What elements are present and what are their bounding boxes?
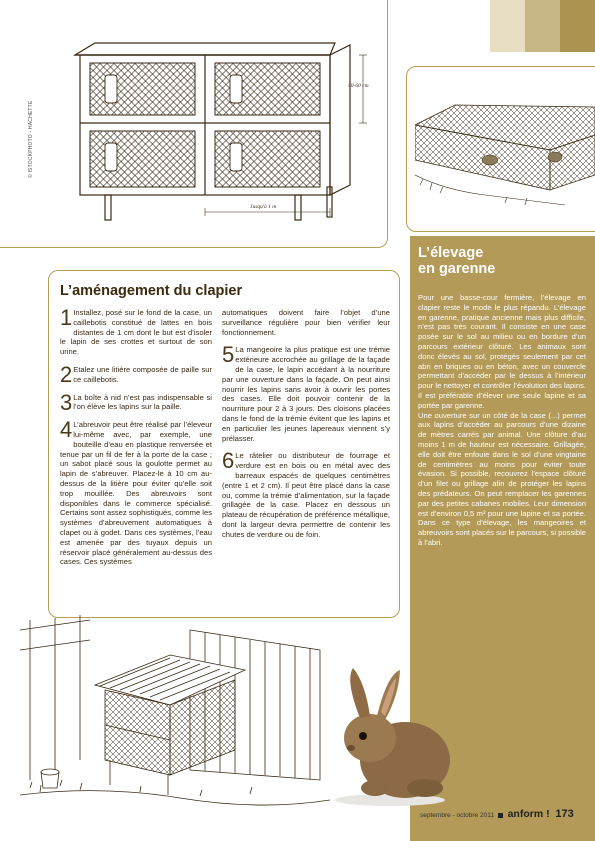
- item-text: Etalez une litière composée de paille sur ce caillebotis.: [73, 364, 212, 384]
- main-column-right: [222, 308, 390, 548]
- width-dimension-label: Jusqu'à 1 m: [250, 204, 277, 210]
- outdoor-hutch-drawing: [20, 610, 330, 810]
- decorative-color-strip: [490, 0, 595, 52]
- sidebar-paragraph: Pour une basse-cour fermière, l’élevage en clapier reste le mode le plus répandu. L’élevage en garenne, pratique ancienne mais plus difficile, n’est pas très courant. Il consiste en une case posée sur le sol au milieu ou en bordure d’un parcours extérieur clôturé. Les animaux sont donc élevés au sol, protégés seulement par cet abri en briques ou en béton, avec un couvercle permettant d’accéder par le dessus à l’intérieur pour le nettoyer et contrôler l’évolution des lapins. Il est préférable d’élever une seule lapine et sa portée par garenne.: [418, 293, 586, 410]
- issue-date: septembre - octobre 2011: [420, 812, 494, 819]
- item-text: La boîte à nid n’est pas indispensable si l’on élève les lapins sur la paille.: [73, 392, 212, 412]
- list-item: [222, 448, 390, 539]
- list-item: [60, 389, 212, 415]
- hutch-drawing: [65, 25, 395, 225]
- sidebar-title: [418, 245, 495, 277]
- item-number: 3: [60, 389, 73, 415]
- height-dimension-label: 50-60 cm: [348, 83, 369, 89]
- list-item: [60, 417, 212, 567]
- sidebar-title-line2: en garenne: [418, 261, 496, 277]
- photo-credit: © ISTOCKPHOTO - HACHETTE: [28, 100, 34, 178]
- sidebar-title-line1: L’élevage: [418, 245, 484, 261]
- list-item: [60, 361, 212, 387]
- list-item: [222, 342, 390, 443]
- article-title: L’aménagement du clapier: [60, 283, 243, 299]
- item-number: 1: [60, 305, 73, 330]
- item-number: 5: [222, 342, 235, 368]
- garenne-drawing: [415, 95, 595, 215]
- item-text: Installez, posé sur le fond de la case, un caillebotis constitué de lattes en bois distantes de 1 cm dont le but est d’isoler le lapin de ses crottes et surtout de son urine.: [60, 308, 212, 357]
- main-column-left: [60, 305, 212, 575]
- magazine-name: anform !: [507, 808, 550, 820]
- sidebar-paragraph: Une ouverture sur un côté de la case (...) permet aux lapins d’accéder au parcours d’une dizaine de mètres carrés par animal. Une clôture d’au moins 1 m de hauteur est nécessaire. Grillagée, elle doit être enfouie dans le sol d’une vingtaine de centimètres au moins pour éviter toute évasion. Si possible, recouvrez l’espace clôturé d’un filet ou grillage afin de protéger les lapins des prédateurs. On peut remplacer les garennes par des petites cabanes mobiles. Leur dimension est d’environ 0,5 m² pour une lapine et sa portée. Dans ce type d’élevage, les mangeoires et abreuvoirs sont placés sur le parcours, si possible à l’abri.: [418, 410, 586, 547]
- list-item-continued: [222, 308, 390, 337]
- list-item: [60, 305, 212, 357]
- item-number: 4: [60, 417, 73, 443]
- item-text: automatiques doivent faire l’objet d’une surveillance régulière pour bien vérifier leur fonctionnement.: [222, 308, 390, 337]
- sidebar-text: [418, 293, 586, 548]
- item-text: La mangeoire la plus pratique est une trémie extérieure accrochée au grillage de la façade de la case, le lapin accédant à la nourriture par une ouverture dans la façade. On peut ainsi nourrir les lapins sans avoir à ouvrir les portes des cases. Elle doit pouvoir contenir de la nourriture pour 2 à 3 jours. Des cloisons placées dans le fond de la trémie évitent que les lapins et en particulier les jeunes lapereaux viennent s’y prélasser.: [222, 345, 390, 443]
- item-number: 2: [60, 361, 73, 387]
- item-number: 6: [222, 448, 235, 474]
- page-number: 173: [555, 808, 574, 820]
- square-bullet-icon: [498, 813, 503, 818]
- item-text: Le râtelier ou distributeur de fourrage et verdure est en bois ou en métal avec des barreaux espacés de quelques centimètres (entre 1 et 2 cm). Il peut être placé dans la case ou, comme la trémie d’alimentation, sur la façade grillagée de la case. Placez en dessous un plateau de récupération de préférence métallique, dont la largeur devra permettre de contenir les chutes de verdure ou de foin.: [222, 451, 390, 539]
- page-footer: [420, 808, 574, 820]
- item-text: L’abreuvoir peut être réalisé par l’éleveur lui-même avec, par exemple, une bouteille d’eau en plastique renversée et tenue par un fil de fer à la porte de la case ; un sabot placé sous la goulotte permet au lapin de s’abreuver. Placez-le à 10 cm au-dessus de la litière pour éviter qu’elle soit trop mouillée. Des abreuvoirs sont disponibles dans le commerce spécialisé. Certains sont assez sophistiqués, comme les systèmes d’abreuvement automatiques à clapet ou à godet. Dans ces systèmes, l’eau est amenée par des tuyaux depuis un réservoir placé généralement au-dessus des cases. Ces systèmes: [60, 420, 212, 567]
- rabbit-photo: [315, 660, 465, 810]
